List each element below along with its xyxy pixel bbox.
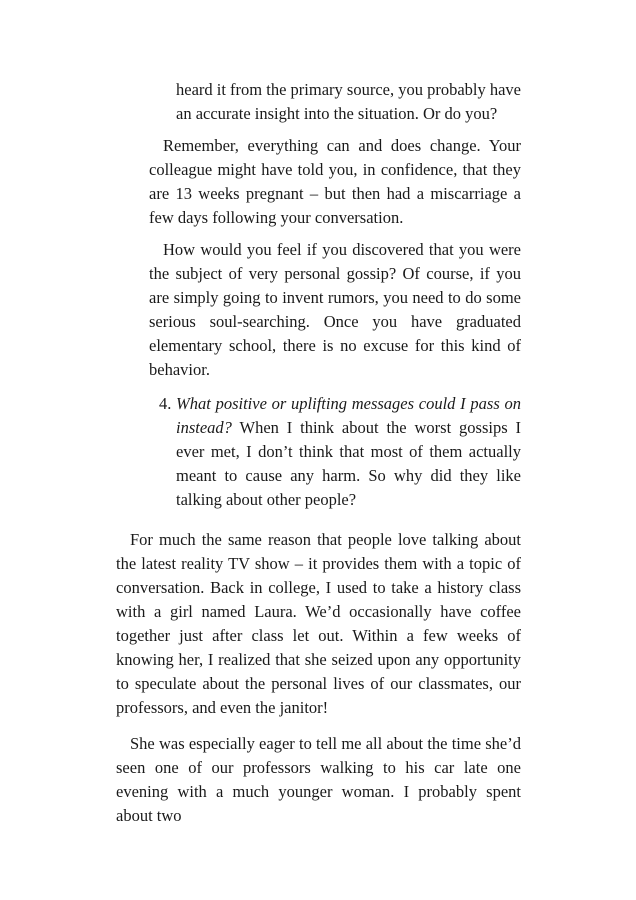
- paragraph-how-would-you-feel: How would you feel if you discovered that you were the subject of very personal gossip? Of course, if you are simply going to invent rumors, you need to do some serious soul-searching. Once you have graduated elementary school, there is no excuse for this kind of behavior.: [149, 240, 521, 379]
- list-item-question: What positive or uplifting messages could I pass on instead?: [176, 394, 521, 437]
- paragraph-especially-eager: She was especially eager to tell me all about the time she’d seen one of our professors walking to his car late one evening with a much younger woman. I probably spent about two: [116, 734, 521, 825]
- paragraph-remember: Remember, everything can and does change. Your colleague might have told you, in confidence, that they are 13 weeks pregnant – but then had a miscarriage a few days following your conversation.: [149, 136, 521, 227]
- list-item-4: [159, 392, 521, 512]
- list-item-text: [176, 392, 521, 512]
- paragraph-same-reason: For much the same reason that people love talking about the latest reality TV show – it provides them with a topic of conversation. Back in college, I used to take a history class with a girl named Laura. We’d occasionally have coffee together just after class let out. Within a few weeks of knowing her, I realized that she seized upon any opportunity to speculate about the personal lives of our classmates, our professors, and even the janitor!: [116, 530, 521, 717]
- paragraph-continuation: heard it from the primary source, you probably have an accurate insight into the situation. Or do you?: [176, 80, 522, 123]
- list-number: 4.: [159, 394, 172, 413]
- list-item-body: When I think about the worst gossips I ever met, I don’t think that most of them actually meant to cause any harm. So why did they like talking about other people?: [176, 418, 521, 509]
